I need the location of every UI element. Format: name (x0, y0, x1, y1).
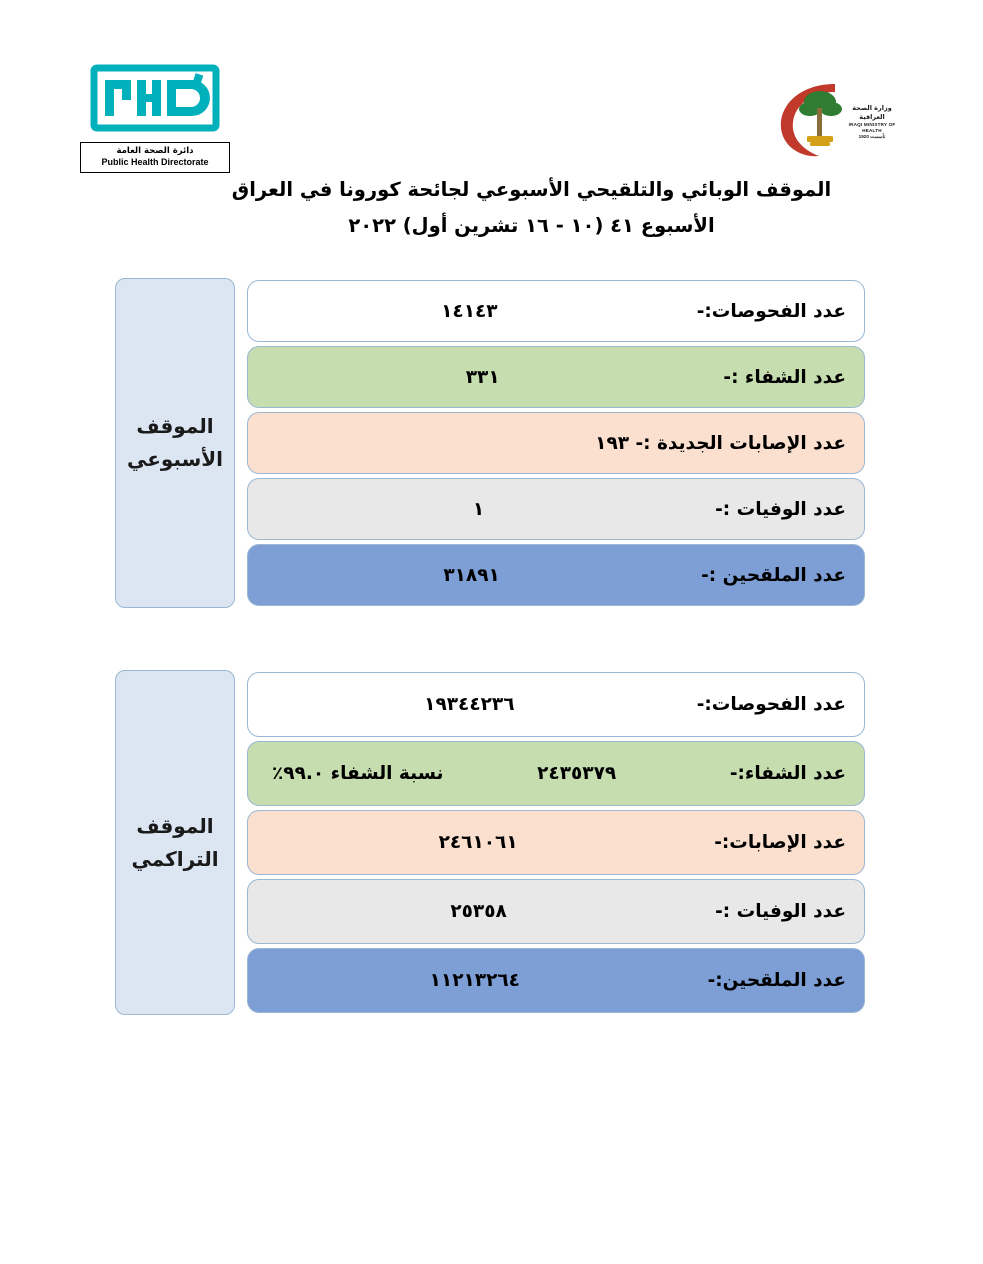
row-value: ١ (472, 498, 485, 520)
weekly-rows (247, 278, 865, 608)
phd-logo-block (80, 62, 230, 173)
row-value: ١١٢١٣٢٦٤ (429, 970, 520, 991)
row-value: ٢٤٦١٠٦١ (438, 832, 518, 853)
cumulative-rows (247, 670, 865, 1015)
phd-caption-english: Public Health Directorate (101, 156, 209, 167)
weekly-panel-label-line-2: الأسبوعي (127, 447, 224, 471)
row-value: ٣١٨٩١ (443, 564, 500, 586)
page-title (200, 172, 863, 244)
row-extra: نسبة الشفاء ٩٩.٠٪ (272, 763, 444, 784)
table-row (247, 810, 865, 875)
cumulative-panel-label-line-2: التراكمي (131, 846, 219, 871)
row-value: ٢٥٣٥٨ (450, 901, 507, 922)
table-row (247, 879, 865, 944)
document-header (0, 0, 983, 200)
moh-logo-text (841, 104, 903, 140)
table-row (247, 346, 865, 408)
row-label: عدد الشفاء:- (729, 763, 846, 784)
row-label: عدد الفحوصات:- (696, 694, 846, 715)
moh-text-year: تأسست 1920 (858, 133, 886, 139)
row-label: عدد الوفيات :- (715, 901, 846, 922)
weekly-panel-label (115, 278, 235, 608)
phd-logo-caption (80, 142, 230, 173)
table-row (247, 412, 865, 474)
table-row (247, 672, 865, 737)
moh-text-english: IRAQI MINISTRY OF HEALTH (848, 121, 896, 133)
cumulative-status-panel (115, 670, 865, 1015)
row-value: ٣٣١ (465, 366, 500, 388)
table-row (247, 478, 865, 540)
row-label: عدد الإصابات:- (714, 832, 846, 853)
cumulative-panel-label (115, 670, 235, 1015)
row-label: عدد الملقحين:- (707, 970, 846, 991)
row-label: عدد الإصابات الجديدة :- ١٩٣ (595, 432, 846, 454)
row-label: عدد الملقحين :- (701, 564, 846, 586)
row-value: ١٩٣٤٤٢٣٦ (424, 694, 515, 715)
table-row (247, 544, 865, 606)
row-label: عدد الوفيات :- (715, 498, 846, 520)
cumulative-panel-label-line-1: الموقف (136, 813, 214, 838)
row-value: ٢٤٣٥٣٧٩ (537, 763, 617, 784)
page-title-line-2: الأسبوع ٤١ (١٠ - ١٦ تشرين أول) ٢٠٢٢ (348, 214, 715, 238)
weekly-status-panel (115, 278, 865, 608)
moh-logo-block (773, 78, 903, 160)
table-row (247, 280, 865, 342)
table-row (247, 948, 865, 1013)
row-label: عدد الفحوصات:- (696, 300, 846, 322)
page-title-line-1: الموقف الوبائي والتلقيحي الأسبوعي لجائحة كورونا في العراق (231, 178, 832, 201)
phd-logo-icon (89, 62, 221, 134)
row-label: عدد الشفاء :- (723, 366, 846, 388)
table-row (247, 741, 865, 806)
weekly-panel-label-line-1: الموقف (136, 414, 214, 438)
row-value: ١٤١٤٣ (441, 300, 498, 322)
moh-text-arabic: وزارة الصحة العراقية (852, 104, 892, 121)
phd-caption-arabic: دائرة الصحة العامة (116, 146, 194, 156)
